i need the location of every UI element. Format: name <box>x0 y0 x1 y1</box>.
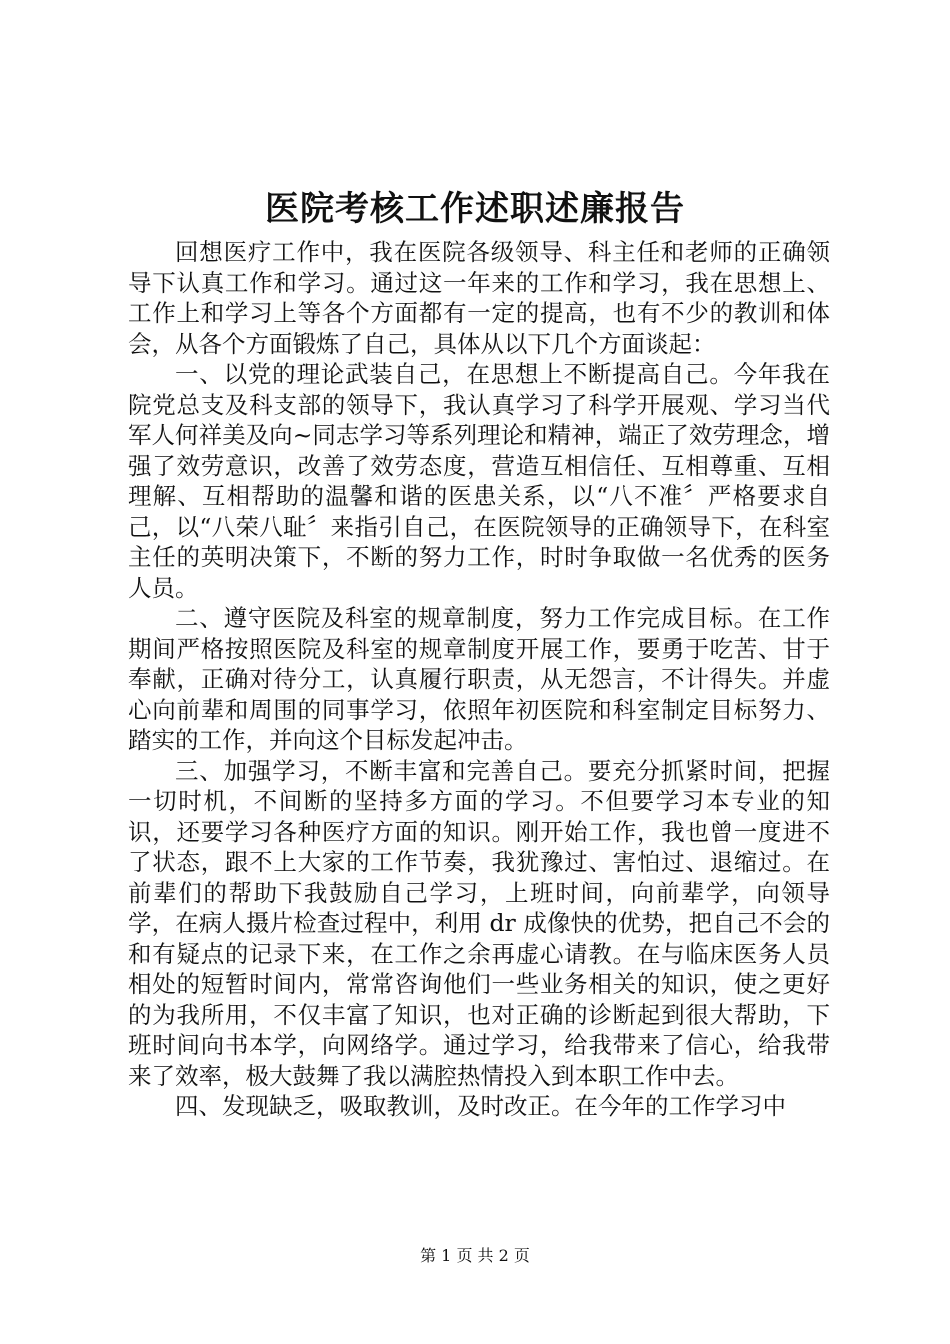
paragraph-section-1: 一、以党的理论武装自己，在思想上不断提高自己。今年我在院党总支及科支部的领导下，我认真学习了科学开展观、学习当代军人何祥美及向~同志学习等系列理论和精神，端正了效劳理念，增强了效劳意识，改善了效劳态度，营造互相信任、互相尊重、互相理解、互相帮助的温馨和谐的医患关系，以“八不准〞严格要求自己，以“八荣八耻〞来指引自己，在医院领导的正确领导下，在科室主任的英明决策下，不断的努力工作，时时争取做一名优秀的医务人员。 <box>128 360 830 602</box>
paragraph-intro: 回想医疗工作中，我在医院各级领导、科主任和老师的正确领导下认真工作和学习。通过这一年来的工作和学习，我在思想上、工作上和学习上等各个方面都有一定的提高，也有不少的教训和体会，从各个方面锻炼了自己，具体从以下几个方面谈起： <box>128 238 830 358</box>
page-number-footer: 第 1 页 共 2 页 <box>420 1246 530 1265</box>
document-title: 医院考核工作述职述廉报告 <box>265 189 685 229</box>
paragraph-section-4: 四、发现缺乏，吸取教训，及时改正。在今年的工作学习中 <box>175 1092 786 1120</box>
paragraph-section-3: 三、加强学习，不断丰富和完善自己。要充分抓紧时间，把握一切时机，不间断的坚持多方面的学习。不但要学习本专业的知识，还要学习各种医疗方面的知识。刚开始工作，我也曾一度进不了状态，跟不上大家的工作节奏，我犹豫过、害怕过、退缩过。在前辈们的帮助下我鼓励自己学习，上班时间，向前辈学，向领导学，在病人摄片检查过程中，利用 dr 成像快的优势，把自己不会的和有疑点的记录下来，在工作之余再虚心请教。在与临床医务人员相处的短暂时间内，常常咨询他们一些业务相关的知识，使之更好的为我所用，不仅丰富了知识，也对正确的诊断起到很大帮助，下班时间向书本学，向网络学。通过学习，给我带来了信心，给我带来了效率，极大鼓舞了我以满腔热情投入到本职工作中去。 <box>128 756 830 1090</box>
document-body <box>128 237 830 1122</box>
paragraph-section-2: 二、遵守医院及科室的规章制度，努力工作完成目标。在工作期间严格按照医院及科室的规章制度开展工作，要勇于吃苦、甘于奉献，正确对待分工，认真履行职责，从无怨言，不计得失。并虚心向前辈和周围的同事学习，依照年初医院和科室制定目标努力、踏实的工作，并向这个目标发起冲击。 <box>128 604 830 754</box>
